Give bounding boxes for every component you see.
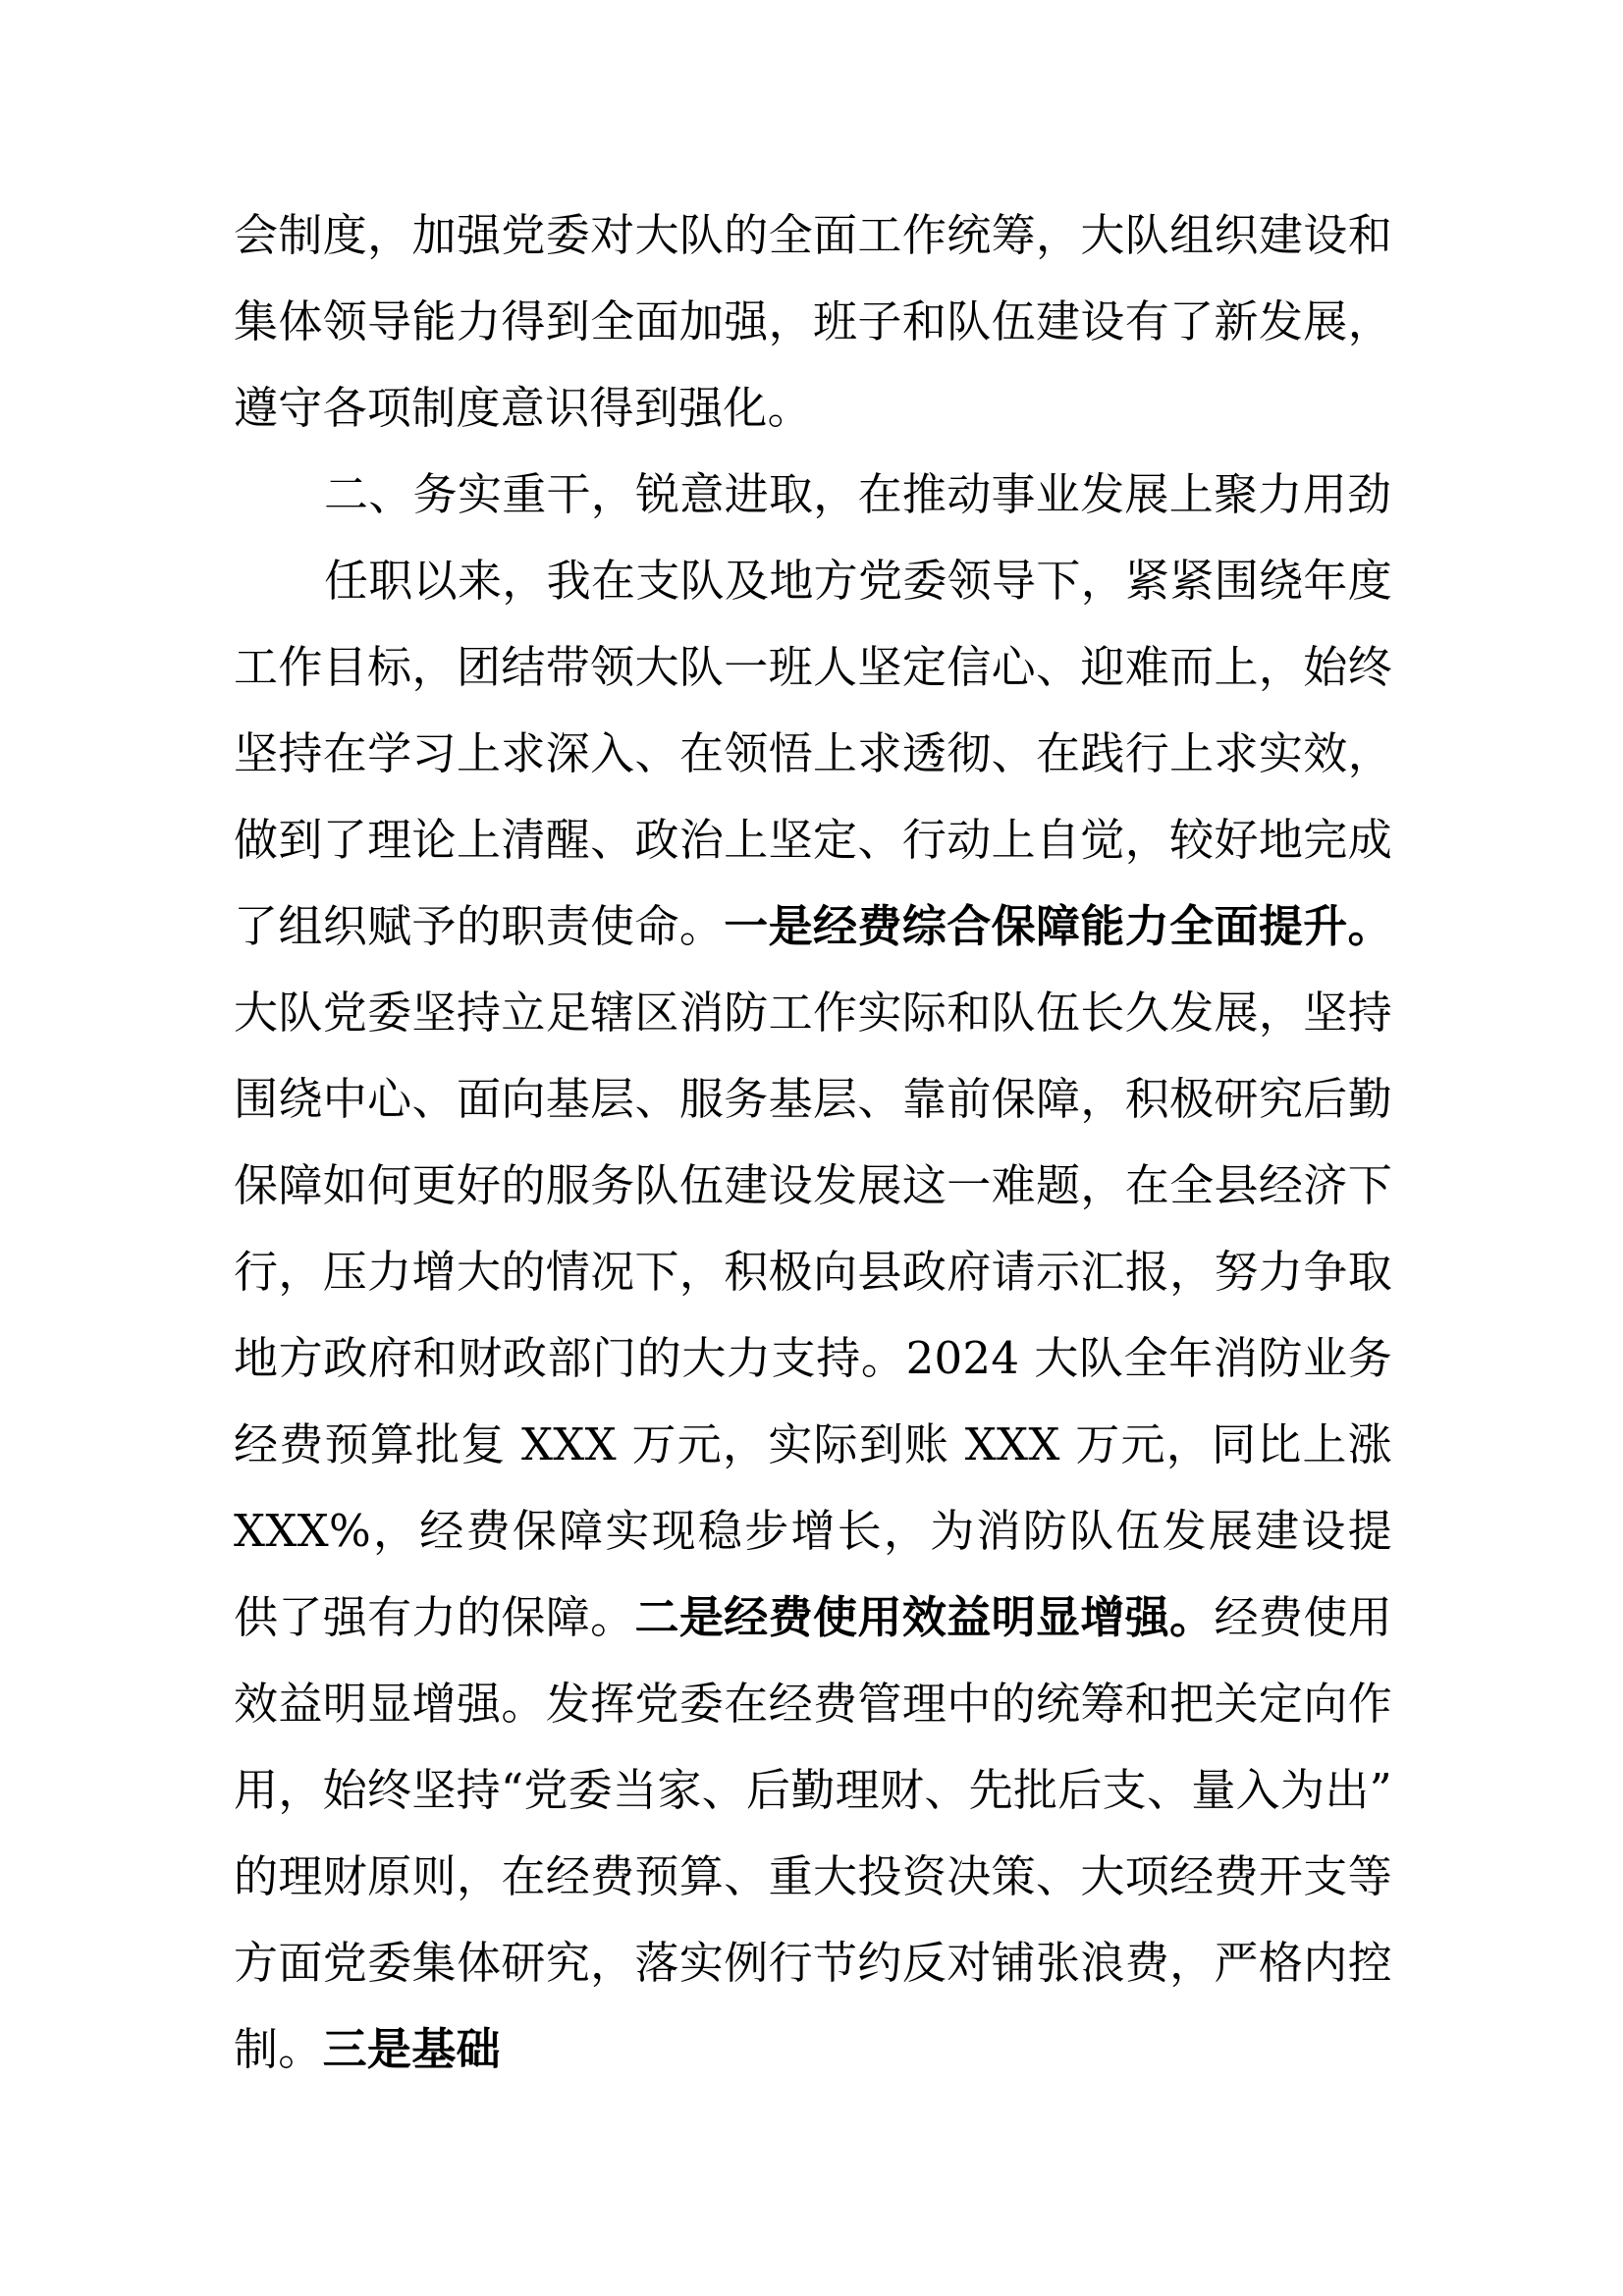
- paragraph-section-heading: 二、务实重干，锐意进取，在推动事业发展上聚力用劲: [324, 468, 1392, 520]
- paragraph: 会制度，加强党委对大队的全面工作统筹，大队组织建设和集体领导能力得到全面加强，班子和队伍建设有了新发展，遵守各项制度意识得到强化。: [234, 209, 1392, 434]
- paragraph: 任职以来，我在支队及地方党委领导下，紧紧围绕年度工作目标，团结带领大队一班人坚定信心、迎难而上，始终坚持在学习上求深入、在领悟上求透彻、在践行上求实效，做到了理论上清醒、政治上坚定、行动上自觉，较好地完成了组织赋予的职责使命。一是经费综合保障能力全面提升。大队党委坚持立足辖区消防工作实际和队伍长久发展，坚持围绕中心、面向基层、服务基层、靠前保障，积极研究后勤保障如何更好的服务队伍建设发展这一难题，在全县经济下行，压力增大的情况下，积极向县政府请示汇报，努力争取地方政府和财政部门的大力支持。2024 大队全年消防业务经费预算批复 XXX 万元，实际到账 XXX 万元，同比上涨 XXX%，经费保障实现稳步增长，为消防队伍发展建设提供了强有力的保障。二是经费使用效益明显增强。经费使用效益明显增强。发挥党委在经费管理中的统筹和把关定向作用，始终坚持“党委当家、后勤理财、先批后支、量入为出”的理财原则，在经费预算、重大投资决策、大项经费开支等方面党委集体研究，落实例行节约反对铺张浪费，严格内控制。三是基础: [234, 555, 1393, 2075]
- document-body: [234, 192, 1392, 2093]
